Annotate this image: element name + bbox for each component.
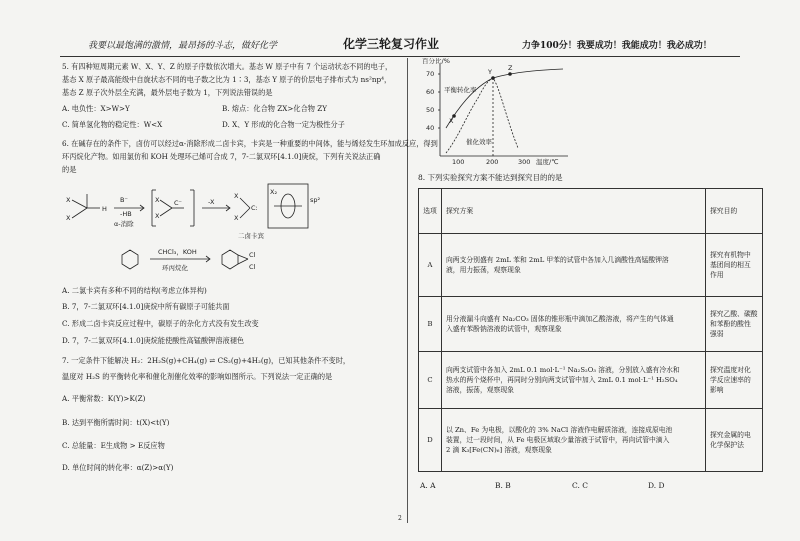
q6-option-a: A. 二氯卡宾有多种不同的结构(考虑立体异构) [62, 286, 207, 295]
svg-text:X: X [234, 214, 239, 222]
q6-stem-line3: 的是 [62, 165, 77, 174]
svg-text:C:: C: [251, 204, 258, 212]
q7-option-a: A. 平衡常数：K(Y)>K(Z) [62, 394, 146, 403]
q5-option-c: C. 简单氢化物的稳定性：W<X [62, 120, 163, 129]
svg-text:100: 100 [452, 158, 465, 166]
svg-text:X: X [234, 192, 239, 200]
svg-text:X: X [449, 117, 454, 125]
header-slogan: 力争100分！我要成功！我能成功！我必成功！ [522, 41, 712, 51]
q8-choice-a: A. A [420, 481, 436, 490]
svg-text:Z: Z [508, 64, 513, 72]
carbene-reaction-scheme [62, 180, 362, 280]
scheme-reagent: CHCl₃，KOH [158, 248, 197, 256]
table-row: C 向两支试管中各加入 2mL 0.1 mol·L⁻¹ Na₂S₂O₃ 溶液，分别放入盛有冷水和 热水的两个烧杯中，再同时分别向两支试管中加入 2mL 0.1 mol·L⁻¹ H₂SO₄ 溶液，振荡，观察现象 探究温度对化 学反应速率的 影响 [419, 352, 763, 409]
svg-text:B⁻: B⁻ [120, 196, 128, 204]
equilibrium-conversion-curve [446, 69, 563, 128]
svg-text:X₂: X₂ [270, 188, 278, 196]
point-z [508, 72, 512, 76]
scheme-minus-x: -X [208, 198, 215, 206]
point-y [491, 76, 495, 80]
svg-text:Y: Y [488, 68, 492, 76]
q7-option-b: B. 达到平衡所需时间：t(X)<t(Y) [62, 418, 170, 427]
q6-option-d: D. 7，7-二氯双环[4.1.0]庚烷能使酸性高锰酸钾溶液褪色 [62, 336, 245, 345]
svg-text:X: X [66, 196, 71, 204]
svg-text:Cl: Cl [249, 251, 256, 259]
svg-text:60: 60 [426, 88, 435, 96]
svg-text:Cl: Cl [249, 263, 256, 271]
svg-text:C⁻: C⁻ [174, 199, 182, 207]
column-divider [407, 58, 408, 523]
q6-stem-line1: 6. 在碱存在的条件下，卤仿可以经过α-消除形成二卤卡宾，卡宾是一种重要的中间体，能与烯烃发生环加成反应，得到 [62, 139, 438, 148]
svg-text:50: 50 [426, 106, 435, 114]
q8-choice-d: D. D [648, 481, 665, 490]
q7-option-c: C. 总能量：E生成物 > E反应物 [62, 441, 165, 450]
q5-stem-line1: 5. 有四种短周期元素 W、X、Y、Z 的原子序数依次增大。基态 W 原子中有 7 个运动状态不同的电子， [62, 62, 393, 71]
page-number: 2 [398, 515, 402, 522]
scheme-alpha-elim: α-消除 [114, 220, 134, 228]
scheme-condition: 环丙烷化 [162, 264, 188, 272]
header-divider [60, 56, 740, 57]
q8-table [418, 188, 763, 472]
q5-stem-line3: 基态 Z 原子次外层全充满，最外层电子数为 1，下列说法错误的是 [62, 88, 273, 97]
q8-choice-c: C. C [572, 481, 588, 490]
scheme-carbene-label: 二卤卡宾 [238, 232, 264, 240]
svg-text:H: H [102, 205, 107, 213]
table-row: B 用分液漏斗向盛有 Na₂CO₃ 固体的锥形瓶中滴加乙酸溶液，将产生的气体通 入盛有苯酚钠溶液的试管中，观察现象 探究乙酸、碳酸 和苯酚的酸性 强弱 [419, 297, 763, 352]
q5-option-d: D. X、Y 形成的化合物一定为极性分子 [222, 120, 345, 129]
svg-text:温度/℃: 温度/℃ [536, 158, 559, 166]
q5-stem-line2: 基态 X 原子最高能级中自旋状态不同的电子数之比为 1∶3，基态 Y 原子的价层电子排布式为 ns²np⁴， [62, 75, 392, 84]
scheme-sp2: sp² [310, 196, 321, 204]
q7-stem-line1: 7. 一定条件下能解决 H₂：2H₂S(g)+CH₄(g) ⇌ CS₂(g)+4H₂(g)，已知其他条件不变时， [62, 356, 351, 365]
svg-text:X: X [155, 196, 160, 204]
graph-ylabel: 百分比/% [422, 58, 450, 65]
q5-option-b: B. 熔点：化合物 ZX>化合物 ZY [222, 104, 327, 113]
svg-text:40: 40 [426, 124, 435, 132]
header-motto: 我要以最饱满的激情，最昂扬的斗志，做好化学 [88, 41, 278, 51]
q6-option-c: C. 形成二卤卡宾反应过程中，碳原子的杂化方式没有发生改变 [62, 319, 259, 328]
page-title: 化学三轮复习作业 [343, 37, 440, 51]
scheme-minus-hb: -HB [120, 210, 132, 218]
q7-stem-line2: 温度对 H₂S 的平衡转化率和催化剂催化效率的影响如图所示。下列说法一定正确的是 [62, 372, 333, 381]
table-header-row: 选项 探究方案 探究目的 [419, 189, 763, 234]
svg-text:X: X [66, 214, 71, 222]
svg-text:平衡转化率: 平衡转化率 [444, 86, 477, 94]
svg-text:X: X [155, 212, 160, 220]
q7-option-d: D. 单位时间的转化率：α(Z)>α(Y) [62, 463, 174, 472]
table-row: A 向两支分别盛有 2mL 苯和 2mL 甲苯的试管中各加入几滴酸性高锰酸钾溶 液，用力振荡，观察现象 探究有机物中 基团间的相互 作用 [419, 234, 763, 297]
temperature-percentage-graph [418, 58, 578, 168]
svg-text:催化效率: 催化效率 [466, 138, 492, 146]
q8-stem: 8. 下列实验探究方案不能达到探究目的的是 [418, 173, 563, 182]
table-row: D 以 Zn、Fe 为电极，以酸化的 3% NaCl 溶液作电解质溶液，连接成原电池 装置，过一段时间，从 Fe 电极区域取少量溶液于试管中，再向试管中滴入 2 滴 K₃[Fe(CN)₆] 溶液，观察现象 探究金属的电 化学保护法 [419, 409, 763, 472]
svg-text:70: 70 [426, 70, 435, 78]
q5-option-a: A. 电负性：X>W>Y [62, 104, 130, 113]
svg-text:300: 300 [518, 158, 531, 166]
q6-stem-line2: 环丙烷化产物。如用氯仿和 KOH 处理环己烯可合成 7，7-二氯双环[4.1.0]庚烷，下列有关说法正确 [62, 152, 381, 161]
q6-option-b: B. 7，7-二氯双环[4.1.0]庚烷中所有碳原子可能共面 [62, 302, 230, 311]
q8-choice-b: B. B [495, 481, 511, 490]
svg-text:200: 200 [486, 158, 499, 166]
